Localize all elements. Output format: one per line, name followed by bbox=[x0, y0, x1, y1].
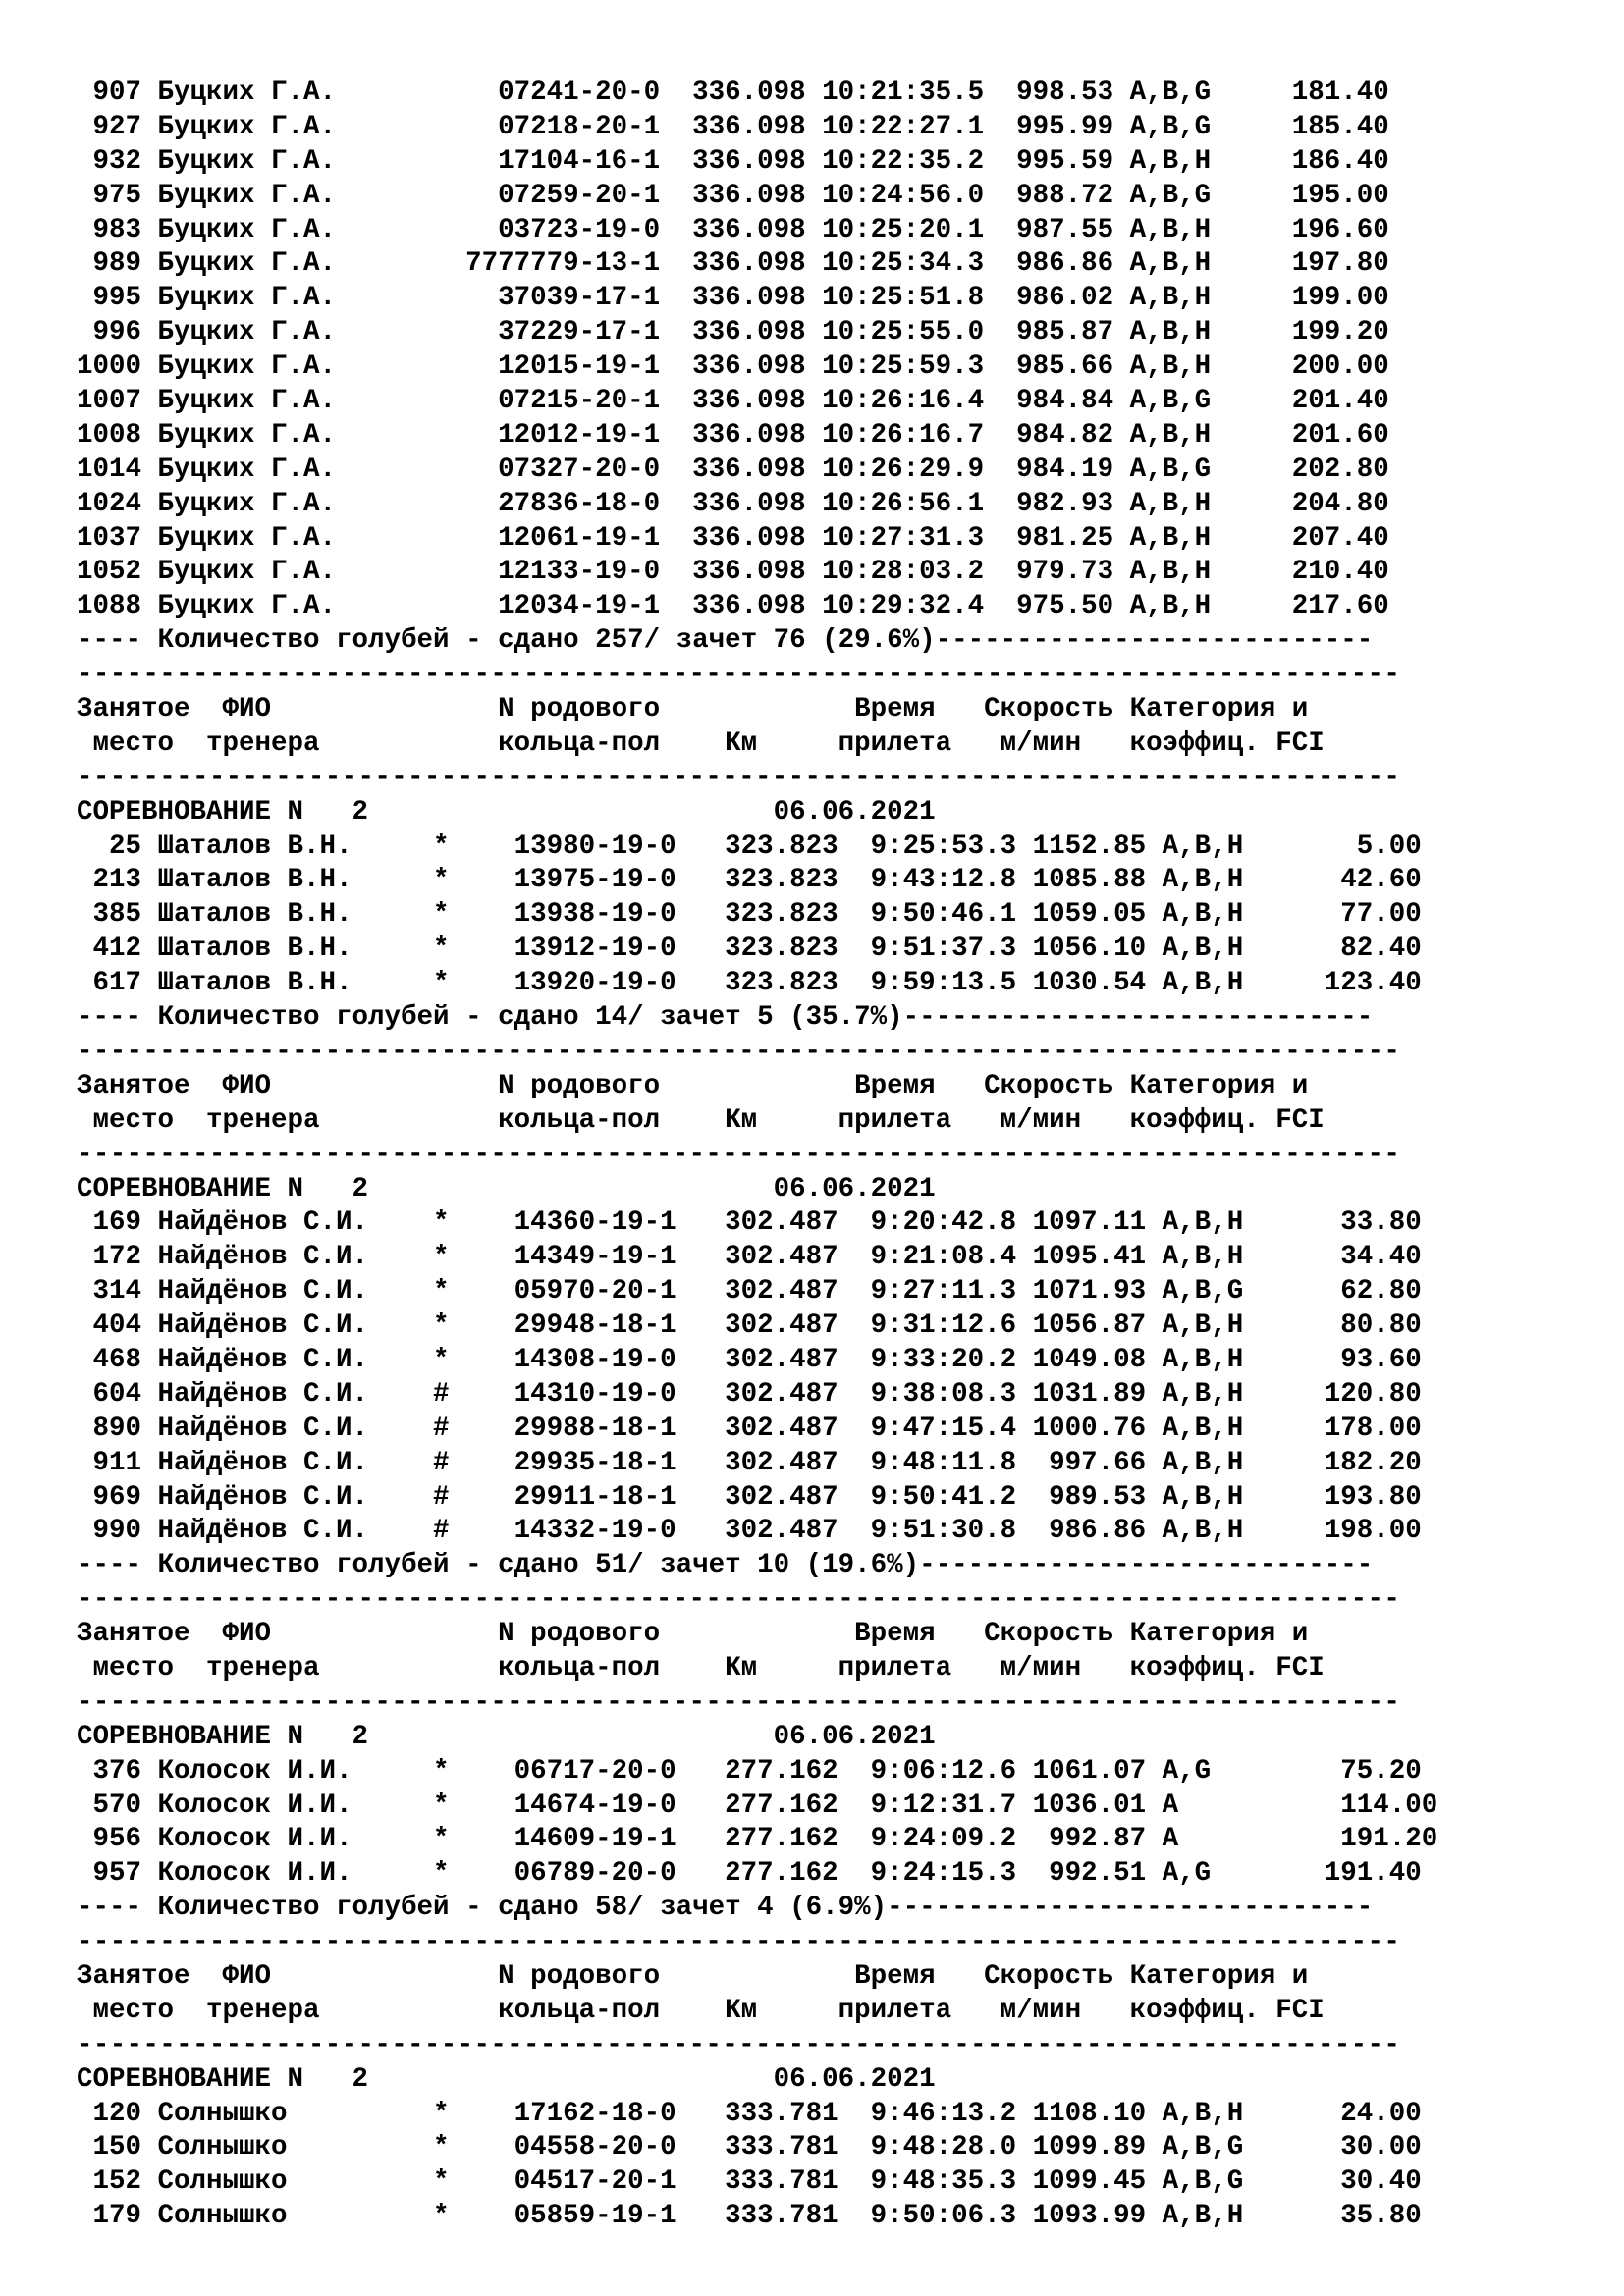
separator-line: -------------------------------------------------------------------------------- bbox=[77, 1139, 1401, 1170]
result-row: 989 Буцких Г.А. 7777779-13-1 336.098 10:25:34.3 986.86 A,B,H 197.80 bbox=[77, 248, 1389, 280]
result-row: 1052 Буцких Г.А. 12133-19-0 336.098 10:28:03.2 979.73 A,B,H 210.40 bbox=[77, 557, 1389, 588]
column-header-line-1: Занятое ФИО N родового Время Скорость Категория и bbox=[77, 1070, 1309, 1101]
result-row: 1088 Буцких Г.А. 12034-19-1 336.098 10:29:32.4 975.50 A,B,H 217.60 bbox=[77, 591, 1389, 622]
result-row: 169 Найдёнов С.И. * 14360-19-1 302.487 9:20:42.8 1097.11 A,B,H 33.80 bbox=[77, 1207, 1422, 1239]
result-row: 604 Найдёнов С.И. # 14310-19-0 302.487 9:38:08.3 1031.89 A,B,H 120.80 bbox=[77, 1378, 1422, 1410]
result-row: 404 Найдёнов С.И. * 29948-18-1 302.487 9:31:12.6 1056.87 A,B,H 80.80 bbox=[77, 1310, 1422, 1342]
result-row: 570 Колосок И.И. * 14674-19-0 277.162 9:12:31.7 1036.01 A 114.00 bbox=[77, 1789, 1438, 1821]
result-row: 150 Солнышко * 04558-20-0 333.781 9:48:28.0 1099.89 A,B,G 30.00 bbox=[77, 2132, 1422, 2163]
competition-title: СОРЕВНОВАНИЕ N 2 06.06.2021 bbox=[77, 1721, 936, 1752]
separator-line: -------------------------------------------------------------------------------- bbox=[77, 1686, 1401, 1718]
result-row: 1024 Буцких Г.А. 27836-18-0 336.098 10:26:56.1 982.93 A,B,H 204.80 bbox=[77, 488, 1389, 519]
result-row: 975 Буцких Г.А. 07259-20-1 336.098 10:24:56.0 988.72 A,B,G 195.00 bbox=[77, 180, 1389, 211]
summary-line: ---- Количество голубей - сдано 257/ зачет 76 (29.6%)--------------------------- bbox=[77, 625, 1374, 657]
result-row: 179 Солнышко * 05859-19-1 333.781 9:50:06.3 1093.99 A,B,H 35.80 bbox=[77, 2201, 1422, 2232]
result-row: 1000 Буцких Г.А. 12015-19-1 336.098 10:25:59.3 985.66 A,B,H 200.00 bbox=[77, 351, 1389, 383]
result-row: 172 Найдёнов С.И. * 14349-19-1 302.487 9:21:08.4 1095.41 A,B,H 34.40 bbox=[77, 1242, 1422, 1273]
result-row: 213 Шаталов В.Н. * 13975-19-0 323.823 9:43:12.8 1085.88 A,B,H 42.60 bbox=[77, 865, 1422, 896]
result-row: 1037 Буцких Г.А. 12061-19-1 336.098 10:27:31.3 981.25 A,B,H 207.40 bbox=[77, 522, 1389, 554]
competition-title: СОРЕВНОВАНИЕ N 2 06.06.2021 bbox=[77, 1173, 936, 1204]
results-document bbox=[77, 77, 1569, 2234]
result-row: 957 Колосок И.И. * 06789-20-0 277.162 9:24:15.3 992.51 A,G 191.40 bbox=[77, 1858, 1422, 1890]
separator-line: -------------------------------------------------------------------------------- bbox=[77, 660, 1401, 691]
separator-line: -------------------------------------------------------------------------------- bbox=[77, 1036, 1401, 1067]
result-row: 120 Солнышко * 17162-18-0 333.781 9:46:13.2 1108.10 A,B,H 24.00 bbox=[77, 2098, 1422, 2129]
column-header-line-1: Занятое ФИО N родового Время Скорость Категория и bbox=[77, 1960, 1309, 1992]
result-row: 617 Шаталов В.Н. * 13920-19-0 323.823 9:59:13.5 1030.54 A,B,H 123.40 bbox=[77, 968, 1422, 999]
result-row: 990 Найдёнов С.И. # 14332-19-0 302.487 9:51:30.8 986.86 A,B,H 198.00 bbox=[77, 1516, 1422, 1547]
result-row: 314 Найдёнов С.И. * 05970-20-1 302.487 9:27:11.3 1071.93 A,B,G 62.80 bbox=[77, 1276, 1422, 1308]
summary-line: ---- Количество голубей - сдано 14/ зачет 5 (35.7%)----------------------------- bbox=[77, 1002, 1374, 1034]
result-row: 1007 Буцких Г.А. 07215-20-1 336.098 10:26:16.4 984.84 A,B,G 201.40 bbox=[77, 386, 1389, 417]
column-header-line-2: место тренера кольца-пол Км прилета м/мин коэффиц. FCI bbox=[77, 727, 1325, 759]
summary-line: ---- Количество голубей - сдано 58/ зачет 4 (6.9%)------------------------------ bbox=[77, 1893, 1374, 1924]
column-header-line-2: место тренера кольца-пол Км прилета м/мин коэффиц. FCI bbox=[77, 1995, 1325, 2026]
result-row: 1008 Буцких Г.А. 12012-19-1 336.098 10:26:16.7 984.82 A,B,H 201.60 bbox=[77, 419, 1389, 451]
separator-line: -------------------------------------------------------------------------------- bbox=[77, 2029, 1401, 2060]
result-row: 468 Найдёнов С.И. * 14308-19-0 302.487 9:33:20.2 1049.08 A,B,H 93.60 bbox=[77, 1344, 1422, 1375]
column-header-line-2: место тренера кольца-пол Км прилета м/мин коэффиц. FCI bbox=[77, 1104, 1325, 1136]
result-row: 152 Солнышко * 04517-20-1 333.781 9:48:35.3 1099.45 A,B,G 30.40 bbox=[77, 2166, 1422, 2198]
result-row: 890 Найдёнов С.И. # 29988-18-1 302.487 9:47:15.4 1000.76 A,B,H 178.00 bbox=[77, 1413, 1422, 1444]
result-row: 995 Буцких Г.А. 37039-17-1 336.098 10:25:51.8 986.02 A,B,H 199.00 bbox=[77, 283, 1389, 314]
separator-line: -------------------------------------------------------------------------------- bbox=[77, 1927, 1401, 1958]
separator-line: -------------------------------------------------------------------------------- bbox=[77, 1584, 1401, 1616]
result-row: 932 Буцких Г.А. 17104-16-1 336.098 10:22:35.2 995.59 A,B,H 186.40 bbox=[77, 145, 1389, 177]
result-row: 385 Шаталов В.Н. * 13938-19-0 323.823 9:50:46.1 1059.05 A,B,H 77.00 bbox=[77, 899, 1422, 931]
result-row: 1014 Буцких Г.А. 07327-20-0 336.098 10:26:29.9 984.19 A,B,G 202.80 bbox=[77, 454, 1389, 485]
column-header-line-2: место тренера кольца-пол Км прилета м/мин коэффиц. FCI bbox=[77, 1652, 1325, 1683]
column-header-line-1: Занятое ФИО N родового Время Скорость Категория и bbox=[77, 694, 1309, 725]
competition-title: СОРЕВНОВАНИЕ N 2 06.06.2021 bbox=[77, 796, 936, 828]
result-row: 907 Буцких Г.А. 07241-20-0 336.098 10:21:35.5 998.53 A,B,G 181.40 bbox=[77, 78, 1389, 108]
result-row: 376 Колосок И.И. * 06717-20-0 277.162 9:06:12.6 1061.07 A,G 75.20 bbox=[77, 1755, 1422, 1787]
competition-title: СОРЕВНОВАНИЕ N 2 06.06.2021 bbox=[77, 2063, 936, 2095]
result-row: 996 Буцких Г.А. 37229-17-1 336.098 10:25:55.0 985.87 A,B,H 199.20 bbox=[77, 317, 1389, 348]
result-row: 956 Колосок И.И. * 14609-19-1 277.162 9:24:09.2 992.87 A 191.20 bbox=[77, 1824, 1438, 1855]
separator-line: -------------------------------------------------------------------------------- bbox=[77, 762, 1401, 793]
result-row: 412 Шаталов В.Н. * 13912-19-0 323.823 9:51:37.3 1056.10 A,B,H 82.40 bbox=[77, 934, 1422, 965]
result-row: 927 Буцких Г.А. 07218-20-1 336.098 10:22:27.1 995.99 A,B,G 185.40 bbox=[77, 111, 1389, 142]
summary-line: ---- Количество голубей - сдано 51/ зачет 10 (19.6%)---------------------------- bbox=[77, 1550, 1374, 1581]
result-row: 25 Шаталов В.Н. * 13980-19-0 323.823 9:25:53.3 1152.85 A,B,H 5.00 bbox=[77, 830, 1422, 862]
column-header-line-1: Занятое ФИО N родового Время Скорость Категория и bbox=[77, 1619, 1309, 1650]
result-row: 983 Буцких Г.А. 03723-19-0 336.098 10:25:20.1 987.55 A,B,H 196.60 bbox=[77, 214, 1389, 245]
result-row: 911 Найдёнов С.И. # 29935-18-1 302.487 9:48:11.8 997.66 A,B,H 182.20 bbox=[77, 1447, 1422, 1478]
result-row: 969 Найдёнов С.И. # 29911-18-1 302.487 9:50:41.2 989.53 A,B,H 193.80 bbox=[77, 1481, 1422, 1513]
